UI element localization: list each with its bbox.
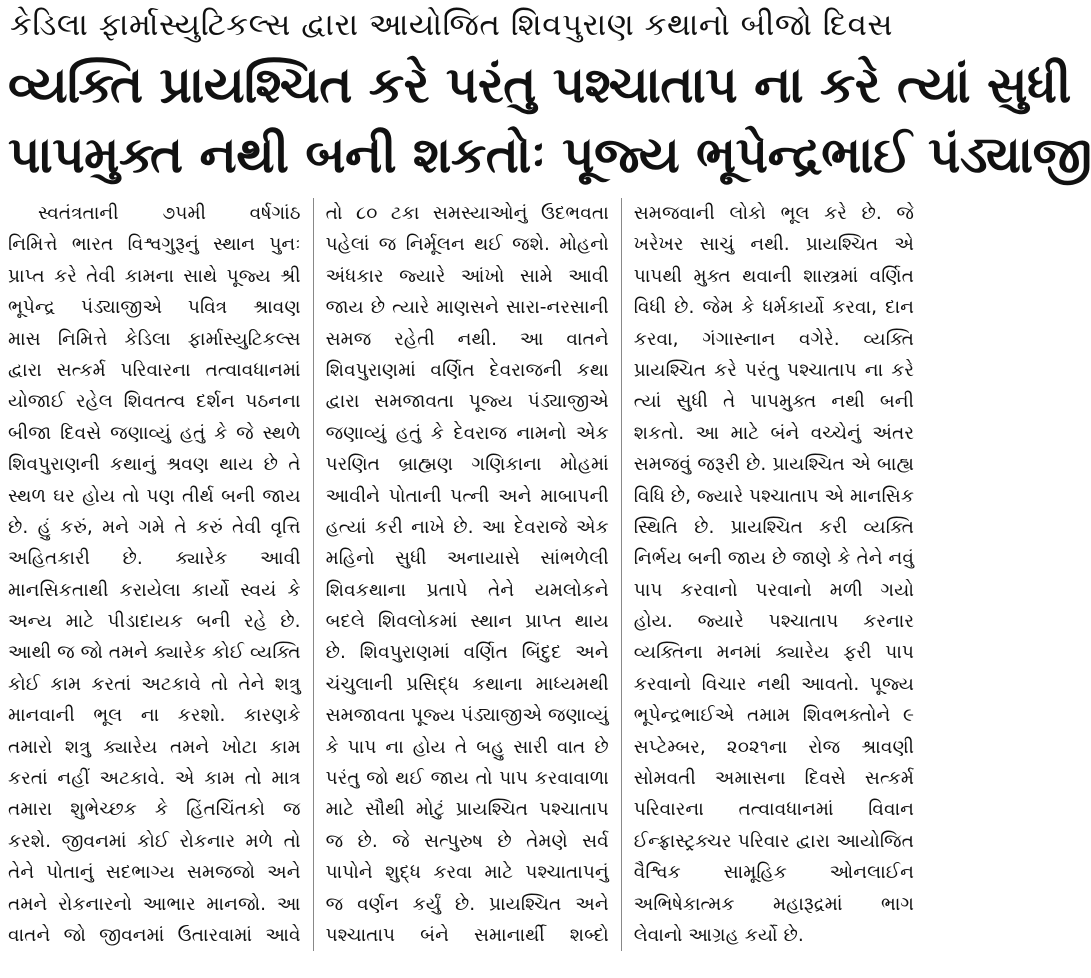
body-text-line: દ્વારા સમજાવતા પૂજ્ય પંડ્યાજીએ xyxy=(325,391,609,413)
body-text-line: વિધી છે. જેમ કે ધર્મકાર્યો કરવા, દાન xyxy=(633,297,914,319)
body-text-line: લેવાનો આગ્રહ કર્યો છે. xyxy=(633,924,804,946)
body-text-line: ત્યાં સુધી તે પાપમુક્ત નથી બની xyxy=(633,391,914,413)
body-text-line: પશ્ચાતાપ બંને સમાનાર્થી શબ્દો xyxy=(325,924,609,946)
body-text-line: હત્યાં કરી નાખે છે. આ દેવરાજે એક xyxy=(325,516,609,538)
body-text-line: સ્થિતિ છે. પ્રાયશ્ચિત કરી વ્યક્તિ xyxy=(633,516,914,538)
body-text-line: સમજવું જરૂરી છે. પ્રાયશ્ચિત એ બાહ્ય xyxy=(633,454,914,476)
body-text-line: શિવપુરાણમાં વર્ણિત દેવરાજની કથા xyxy=(325,359,609,381)
body-text-line: શકતો. આ માટે બંને વચ્ચેનું અંતર xyxy=(633,422,914,444)
body-text-line: સમજવાની લોકો ભૂલ કરે છે. જે xyxy=(633,203,914,224)
body-column-3 xyxy=(621,198,914,951)
body-text-line: છે. શિવપુરાણમાં વર્ણિત બિંદુદ અને xyxy=(325,642,609,664)
body-text-line: કરવાનો વિચાર નથી આવતો. પૂજ્ય xyxy=(633,673,914,695)
article-headline xyxy=(8,50,1091,190)
body-text-line: ભૂપેન્દ્ર પંડ્યાજીએ પવિત્ર શ્રાવણ xyxy=(8,297,301,319)
body-text-line: જણાવ્યું હતું કે દેવરાજ નામનો એક xyxy=(325,422,609,444)
body-text-line: તમારો શત્રુ ક્યારેય તમને ખોટા કામ xyxy=(8,736,301,758)
body-text-line: માનસિકતાથી કરાયેલા કાર્યો સ્વયં કે xyxy=(8,579,301,601)
body-text-line: શિવકથાના પ્રતાપે તેને યમલોકને xyxy=(325,579,609,601)
body-text-line: આવીને પોતાની પત્ની અને માબાપની xyxy=(325,485,609,507)
body-text-line: સમજાવતા પૂજ્ય પંડ્યાજીએ જણાવ્યું xyxy=(325,705,609,727)
body-text-line: યોજાઈ રહેલ શિવતત્વ દર્શન પઠનના xyxy=(8,391,301,413)
body-text-line: સ્વતંત્રતાની ૭૫મી વર્ષગાંઠ xyxy=(38,203,301,224)
body-text-line: કોઈ કામ કરતાં અટકાવે તો તેને શત્રુ xyxy=(8,673,301,695)
body-text-line: પરણિત બ્રાહ્મણ ગણિકાના મોહમાં xyxy=(325,454,609,476)
body-column-2 xyxy=(313,198,621,951)
body-text-line: પાપ કરવાનો પરવાનો મળી ગયો xyxy=(633,579,914,601)
body-text-line: દ્વારા સત્કર્મ પરિવારના તત્વાવધાનમાં xyxy=(8,359,301,381)
body-text-line: પ્રાયશ્ચિત કરે પરંતુ પશ્ચાતાપ ના કરે xyxy=(633,359,914,381)
body-text-line: ઈન્ફ્રાસ્ટ્રક્ચર પરિવાર દ્વારા આયોજિત xyxy=(633,830,914,852)
body-text-line: નિમિત્તે ભારત વિશ્વગુરૂનું સ્થાન પુનઃ xyxy=(8,234,301,256)
body-text-line: માનવાની ભૂલ ના કરશો. કારણકે xyxy=(8,705,301,727)
body-text-line: વૈશ્વિક સામૂહિક ઓનલાઈન xyxy=(633,862,914,884)
body-text-line: કરતાં નહીં અટકાવે. એ કામ તો માત્ર xyxy=(8,768,301,790)
body-text-line: નિર્ભય બની જાય છે જાણે કે તેને નવું xyxy=(633,548,914,570)
body-text-line: વાતને જો જીવનમાં ઉતારવામાં આવે xyxy=(8,924,301,946)
body-text-line: અન્ય માટે પીડાદાયક બની રહે છે. xyxy=(8,611,301,633)
body-text-line: સમજ રહેતી નથી. આ વાતને xyxy=(325,328,609,350)
body-text-line: મહિનો સુધી અનાયાસે સાંભળેલી xyxy=(325,548,609,570)
body-text-line: માટે સૌથી મોટું પ્રાયશ્ચિત પશ્ચાતાપ xyxy=(325,799,609,821)
body-text-line: પ્રાપ્ત કરે તેવી કામના સાથે પૂજ્ય શ્રી xyxy=(8,265,301,287)
body-text-line: વિધિ છે, જ્યારે પશ્ચાતાપ એ માનસિક xyxy=(633,485,914,507)
body-text-line: જાય છે ત્યારે માણસને સારા-નરસાની xyxy=(325,297,609,319)
headline-line-1: વ્યક્તિ પ્રાયશ્ચિત કરે પરંતુ પશ્ચાતાપ ના કરે ત્યાં સુધી xyxy=(8,56,1071,114)
body-text-line: તેને પોતાનું સદભાગ્ય સમજજો અને xyxy=(8,862,301,884)
body-text-line: તમને રોકનારનો આભાર માનજો. આ xyxy=(8,893,301,915)
body-column-1 xyxy=(8,198,313,951)
body-text-line: સ્થળ ઘર હોય તો પણ તીર્થ બની જાય xyxy=(8,485,301,507)
body-text-line: અભિષેકાત્મક મહારૂદ્રમાં ભાગ xyxy=(633,893,914,915)
body-text-line: બદલે શિવલોકમાં સ્થાન પ્રાપ્ત થાય xyxy=(325,611,609,633)
body-text-line: આથી જ જો તમને ક્યારેક કોઈ વ્યક્તિ xyxy=(8,642,301,664)
body-text-line: અહિતકારી છે. ક્યારેક આવી xyxy=(8,548,301,570)
body-text-line: તમારા શુભેચ્છક કે હિંતચિંતકો જ xyxy=(8,799,301,821)
article-body xyxy=(8,198,914,951)
body-text-line: પરિવારના તત્વાવધાનમાં વિવાન xyxy=(633,799,914,821)
body-text-line: જ છે. જે સત્પુરુષ છે તેમણે સર્વ xyxy=(325,830,609,852)
body-text-line: પાપોને શુદ્ધ કરવા માટે પશ્ચાતાપનું xyxy=(325,862,609,884)
body-text-line: માસ નિમિત્તે કેડિલા ફાર્માસ્યુટિકલ્સ xyxy=(8,328,301,350)
body-text-line: કરવા, ગંગાસ્નાન વગેરે. વ્યક્તિ xyxy=(633,328,914,350)
body-text-line: અંધકાર જ્યારે આંખો સામે આવી xyxy=(325,265,609,287)
body-text-line: તો ૮૦ ટકા સમસ્યાઓનું ઉદભવતા xyxy=(325,203,609,224)
body-text-line: સોમવતી અમાસના દિવસે સત્કર્મ xyxy=(633,768,914,790)
headline-line-2: પાપમુક્ત નથી બની શકતોઃ પૂજ્ય ભૂપેન્દ્રભાઈ પંડ્યાજી xyxy=(8,126,1091,184)
body-text-line: ભૂપેન્દ્રભાઈએ તમામ શિવભક્તોને ૯ xyxy=(633,705,914,727)
body-text-line: ખરેખર સાચું નથી. પ્રાયશ્ચિત એ xyxy=(633,234,914,256)
article-kicker: કેડિલા ફાર્માસ્યુટિકલ્સ દ્વારા આયોજિત શિવપુરાણ કથાનો બીજો દિવસ xyxy=(9,6,894,43)
body-text-line: હોય. જ્યારે પશ્ચાતાપ કરનાર xyxy=(633,611,914,633)
body-text-line: જ વર્ણન કર્યું છે. પ્રાયશ્ચિત અને xyxy=(325,893,609,915)
body-text-line: પાપથી મુક્ત થવાની શાસ્ત્રમાં વર્ણિત xyxy=(633,265,914,287)
body-text-line: કરશે. જીવનમાં કોઈ રોકનાર મળે તો xyxy=(8,830,301,852)
body-text-line: સપ્ટેમ્બર, ૨૦૨૧ના રોજ શ્રાવણી xyxy=(633,736,914,758)
body-text-line: બીજા દિવસે જણાવ્યું હતું કે જે સ્થળે xyxy=(8,422,301,444)
body-text-line: પરંતુ જો થઈ જાય તો પાપ કરવાવાળા xyxy=(325,768,609,790)
body-text-line: ચંચુલાની પ્રસિદ્ધ કથાના માધ્યમથી xyxy=(325,673,609,695)
body-text-line: કે પાપ ના હોય તે બહુ સારી વાત છે xyxy=(325,736,609,758)
body-text-line: શિવપુરાણની કથાનું શ્રવણ થાય છે તે xyxy=(8,454,301,476)
body-text-line: પહેલાં જ નિર્મૂલન થઈ જશે. મોહનો xyxy=(325,234,609,256)
body-text-line: વ્યક્તિના મનમાં ક્યારેય ફરી પાપ xyxy=(633,642,914,664)
body-text-line: છે. હું કરું, મને ગમે તે કરું તેવી વૃત્તિ xyxy=(8,516,301,538)
